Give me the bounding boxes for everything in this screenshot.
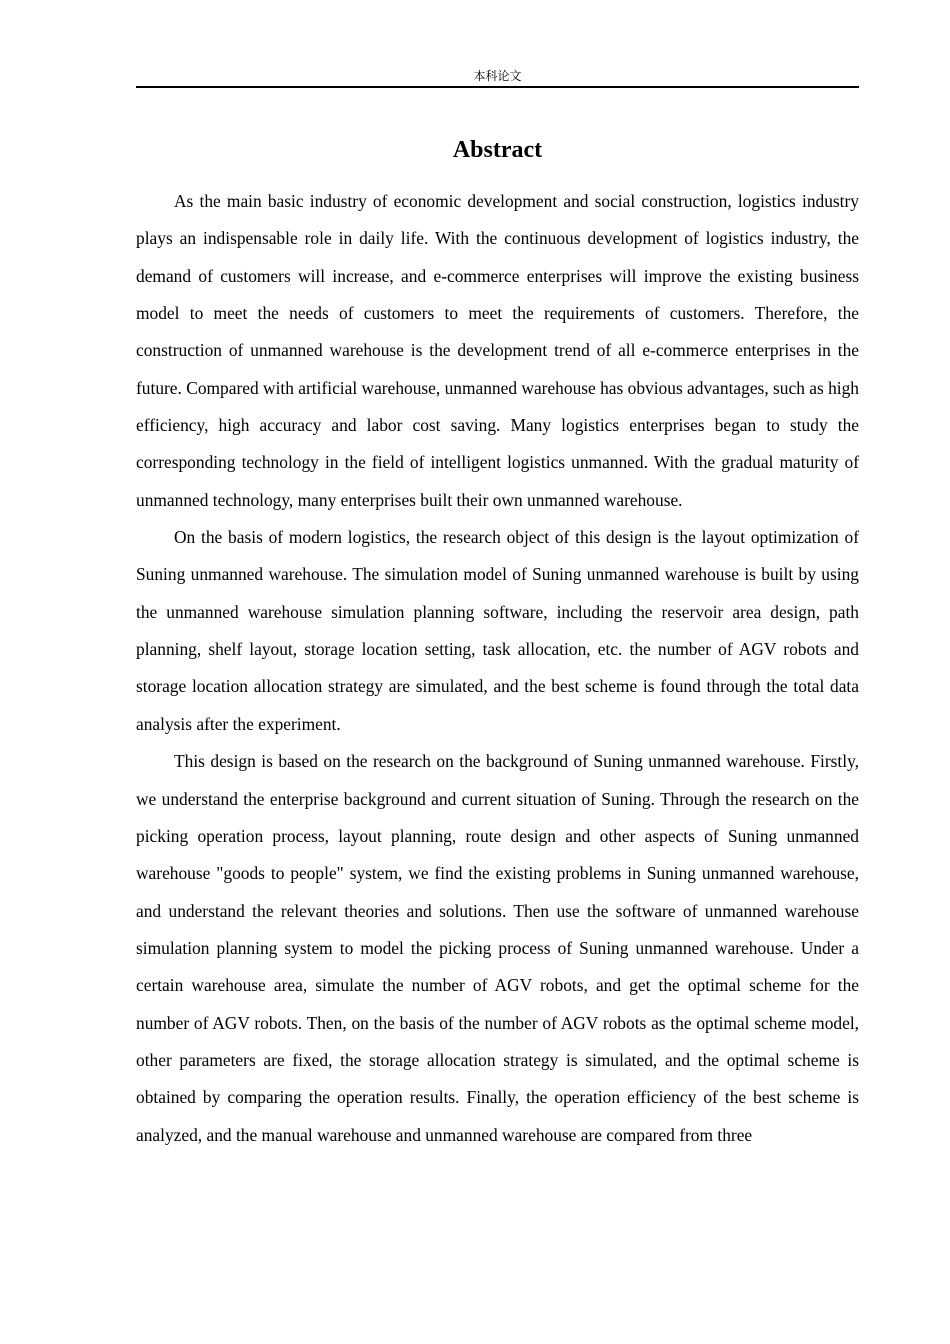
- page-header: [136, 66, 859, 88]
- abstract-paragraph-2: On the basis of modern logistics, the research object of this design is the layout optimization of Suning unmanned warehouse. The simulation model of Suning unmanned warehouse is built by using the unmanned warehouse simulation planning software, including the reservoir area design, path planning, shelf layout, storage location setting, task allocation, etc. the number of AGV robots and storage location allocation strategy are simulated, and the best scheme is found through the total data analysis after the experiment.: [136, 527, 859, 734]
- abstract-title: Abstract: [452, 137, 543, 163]
- header-text: 本科论文: [473, 69, 522, 83]
- abstract-paragraph-1: As the main basic industry of economic development and social construction, logistics industry plays an indispensable role in daily life. With the continuous development of logistics industry, the demand of customers will increase, and e-commerce enterprises will improve the existing business model to meet the needs of customers to meet the requirements of customers. Therefore, the construction of unmanned warehouse is the development trend of all e-commerce enterprises in the future. Compared with artificial warehouse, unmanned warehouse has obvious advantages, such as high efficiency, high accuracy and labor cost saving. Many logistics enterprises began to study the corresponding technology in the field of intelligent logistics unmanned. With the gradual maturity of unmanned technology, many enterprises built their own unmanned warehouse.: [136, 191, 859, 510]
- abstract-body: [136, 183, 859, 1154]
- abstract-paragraph-3: This design is based on the research on the background of Suning unmanned warehouse. Firstly, we understand the enterprise background and current situation of Suning. Through the research on the picking operation process, layout planning, route design and other aspects of Suning unmanned warehouse "goods to people" system, we find the existing problems in Suning unmanned warehouse, and understand the relevant theories and solutions. Then use the software of unmanned warehouse simulation planning system to model the picking process of Suning unmanned warehouse. Under a certain warehouse area, simulate the number of AGV robots, and get the optimal scheme for the number of AGV robots. Then, on the basis of the number of AGV robots as the optimal scheme model, other parameters are fixed, the storage allocation strategy is simulated, and the optimal scheme is obtained by comparing the operation results. Finally, the operation efficiency of the best scheme is analyzed, and the manual warehouse and unmanned warehouse are compared from three: [136, 751, 859, 1145]
